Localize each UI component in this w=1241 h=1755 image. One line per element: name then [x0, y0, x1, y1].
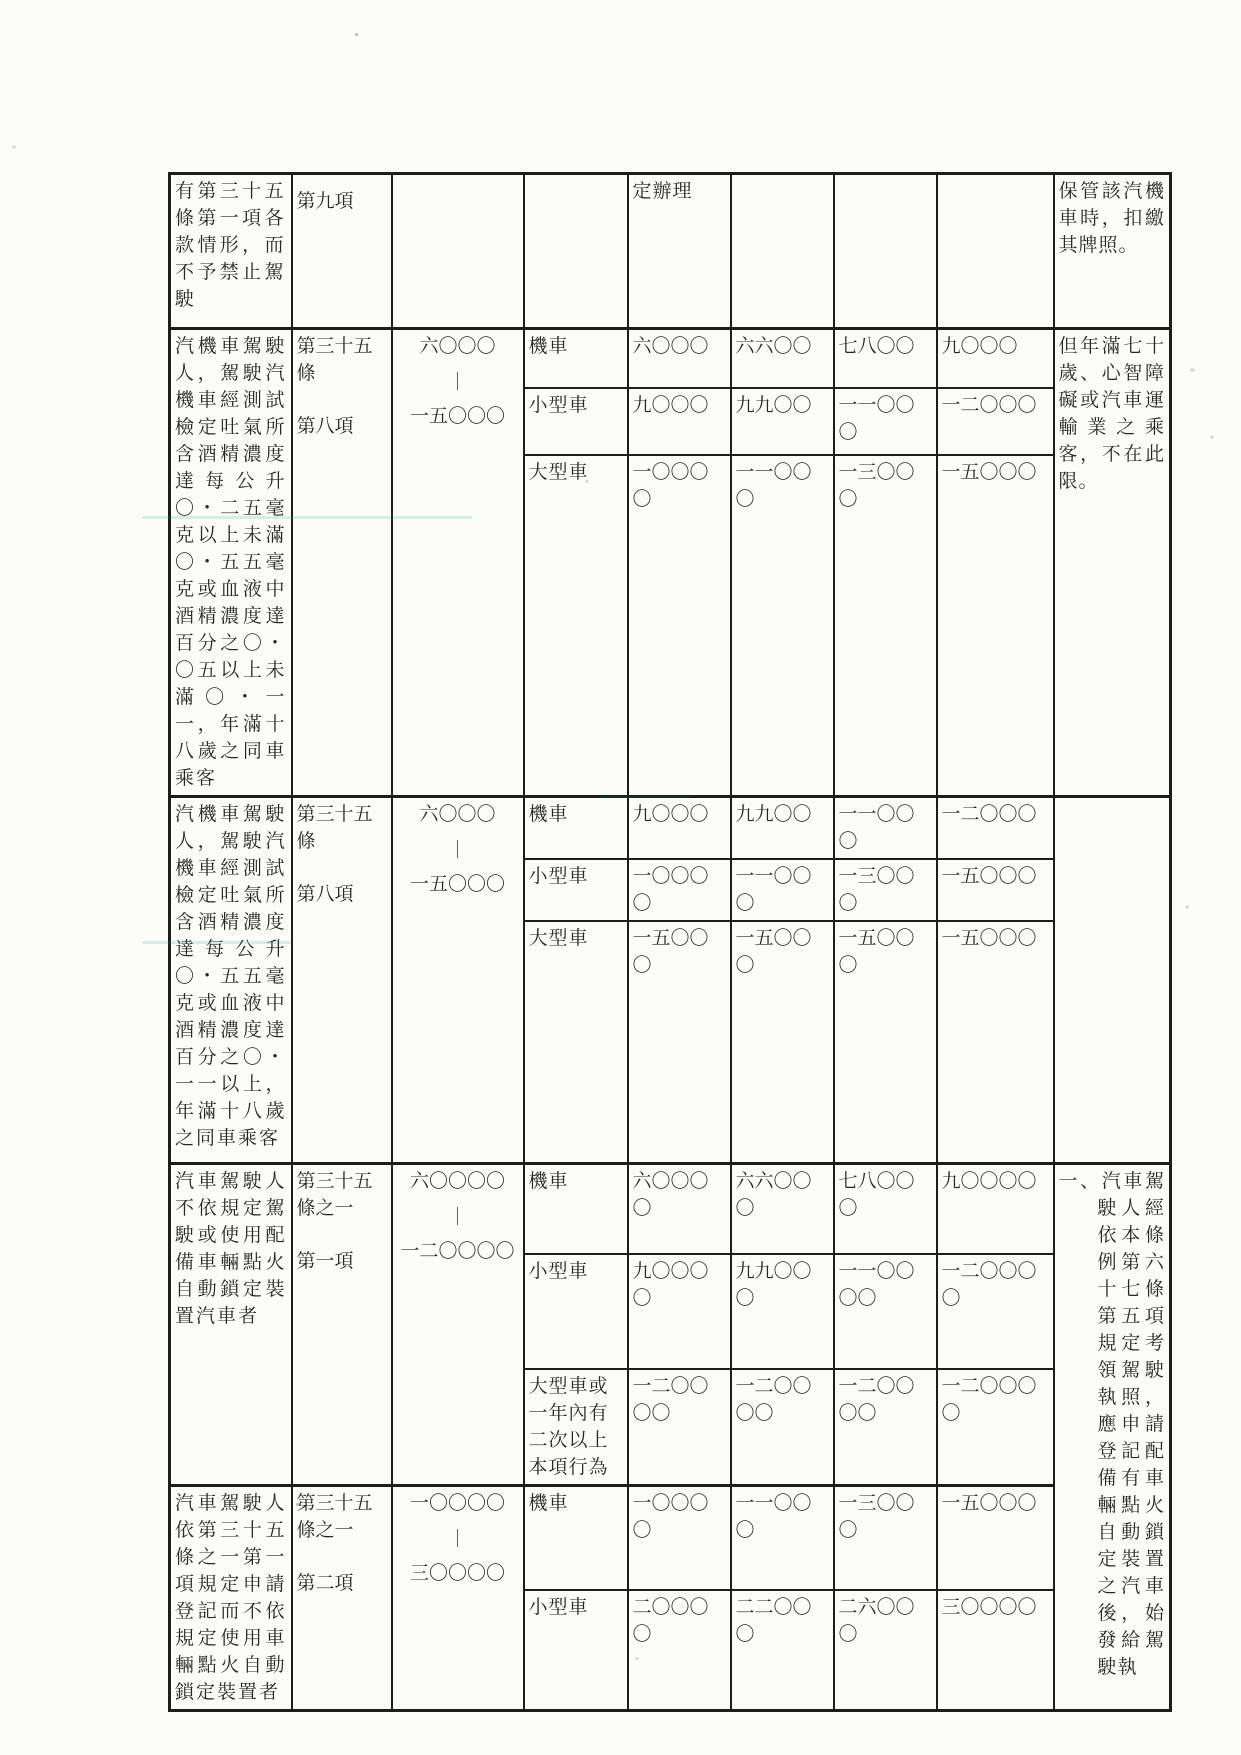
fine-range-cell: [392, 1486, 524, 1711]
fine-amount-cell: 一一〇〇〇〇: [834, 1254, 937, 1369]
fine-amount-cell: 一二〇〇〇: [937, 388, 1054, 454]
fine-range-high: 一五〇〇〇: [409, 874, 505, 895]
vehicle-type-cell: 大型車: [524, 921, 628, 1163]
fine-range-cell: [392, 329, 524, 797]
description-cell: 汽車駕駛人不依規定駕駛或使用配備車輛點火自動鎖定裝置汽車者: [170, 1163, 292, 1486]
vehicle-type-cell: 大型車或一年內有二次以上本項行為: [524, 1369, 628, 1486]
fine-table: [168, 172, 1172, 1712]
fine-amount-cell: 一五〇〇〇: [937, 1486, 1054, 1591]
fine-range-high: 一二〇〇〇〇: [400, 1240, 515, 1262]
fine-amount-cell: 九〇〇〇: [628, 388, 731, 454]
fine-amount-cell: 九九〇〇〇: [731, 1254, 834, 1369]
fine-amount-cell: 一五〇〇〇: [937, 859, 1054, 921]
empty-cell: [834, 174, 937, 329]
article-item: 第二項: [296, 1573, 354, 1594]
article-cell: [292, 797, 392, 1164]
fine-range-cell: [392, 797, 524, 1164]
fine-amount-cell: 一一〇〇〇: [834, 388, 937, 454]
fine-amount-cell: 九〇〇〇〇: [628, 1254, 731, 1369]
fine-amount-cell: 一一〇〇〇: [731, 455, 834, 797]
description-cell: 汽機車駕駛人，駕駛汽機車經測試檢定吐氣所含酒精濃度達每公升〇・二五毫克以上未滿〇・五五毫克或血液中酒精濃度達百分之〇・〇五以上未滿〇・一一，年滿十八歲之同車乘客: [170, 329, 292, 797]
remark-numbered-note: 一、汽車駕駛人經依本條例第六十七條第五項規定考領駕駛執照，應申請登記配備有車輛點火自動鎖定裝置之汽車後，始發給駕駛執: [1058, 1170, 1165, 1678]
fine-range-low: 六〇〇〇: [419, 804, 496, 825]
empty-cell: [937, 174, 1054, 329]
article-item: 第八項: [296, 884, 354, 905]
fine-amount-cell: 九九〇〇: [731, 797, 834, 860]
article-law: 第三十五條: [296, 336, 373, 384]
remark-cell: [1054, 797, 1171, 1164]
fine-range-separator: ｜: [448, 372, 467, 392]
vehicle-type-cell: 機車: [524, 1486, 628, 1591]
article-cell: [292, 1163, 392, 1486]
fine-amount-cell: 三〇〇〇〇: [937, 1590, 1054, 1710]
fine-amount-cell: 一二〇〇〇〇: [937, 1369, 1054, 1486]
description-cell: 汽車駕駛人依第三十五條之一第一項規定申請登記而不依規定使用車輛點火自動鎖定裝置者: [170, 1486, 292, 1711]
fine-amount-cell: 六〇〇〇〇: [628, 1163, 731, 1254]
fine-amount-cell: 一二〇〇〇〇: [731, 1369, 834, 1486]
vehicle-type-cell: 機車: [524, 329, 628, 389]
fine-amount-cell: 九〇〇〇〇: [937, 1163, 1054, 1254]
fine-amount-cell: 九〇〇〇: [628, 797, 731, 860]
article-law: 第三十五條: [296, 804, 373, 852]
vehicle-type-cell: 小型車: [524, 388, 628, 454]
fine-amount-cell: 一五〇〇〇: [937, 455, 1054, 797]
remark-cell: 但年滿七十歲、心智障礙或汽車運輸業之乘客，不在此限。: [1054, 329, 1171, 797]
fine-amount-cell: 一〇〇〇〇: [628, 859, 731, 921]
fine-range-low: 六〇〇〇〇: [409, 1170, 505, 1192]
empty-cell: [524, 174, 628, 329]
fine-amount-cell: 一五〇〇〇: [834, 921, 937, 1163]
fine-amount-cell: 一三〇〇〇: [834, 455, 937, 797]
vehicle-type-cell: 大型車: [524, 455, 628, 797]
fine-amount-cell: 一二〇〇〇: [937, 797, 1054, 860]
fine-amount-cell: 一〇〇〇〇: [628, 1486, 731, 1591]
fine-range-high: 一五〇〇〇: [409, 406, 505, 427]
fine-amount-cell: 一一〇〇〇: [731, 1486, 834, 1591]
article-law: 第三十五條之一: [296, 1170, 373, 1219]
fine-amount-cell: 六六〇〇〇: [731, 1163, 834, 1254]
scan-artifact: [355, 33, 358, 36]
fine-range-cell: [392, 1163, 524, 1486]
fine-amount-cell: 二六〇〇〇: [834, 1590, 937, 1710]
article-item: 第八項: [296, 416, 354, 437]
vehicle-type-cell: 機車: [524, 797, 628, 860]
scan-artifact: [1210, 435, 1214, 439]
remark-cell: [1054, 1163, 1171, 1711]
vehicle-type-cell: 小型車: [524, 1254, 628, 1369]
fine-amount-cell: 一一〇〇〇: [834, 797, 937, 860]
scan-artifact: [1190, 368, 1195, 372]
fine-amount-cell: 一五〇〇〇: [731, 921, 834, 1163]
description-cell: 汽機車駕駛人，駕駛汽機車經測試檢定吐氣所含酒精濃度達每公升〇・五五毫克或血液中酒精濃度達百分之〇・一一以上，年滿十八歲之同車乘客: [170, 797, 292, 1164]
fine-range-separator: ｜: [448, 1206, 467, 1227]
vehicle-type-cell: 機車: [524, 1163, 628, 1254]
fine-range-high: 三〇〇〇〇: [409, 1563, 505, 1584]
article-cell: [292, 329, 392, 797]
fine-amount-cell: 一一〇〇〇: [731, 859, 834, 921]
article-item: 第一項: [296, 1250, 354, 1272]
description-cell: 有第三十五條第一項各款情形，而不予禁止駕駛: [170, 174, 292, 329]
fine-amount-cell: 九九〇〇: [731, 388, 834, 454]
fine-amount-cell: 一二〇〇〇〇: [937, 1254, 1054, 1369]
fine-range-separator: ｜: [448, 840, 467, 860]
empty-cell: [392, 174, 524, 329]
fine-amount-cell: 一三〇〇〇: [834, 1486, 937, 1591]
fine-amount-cell: 一二〇〇〇〇: [834, 1369, 937, 1486]
empty-cell: [731, 174, 834, 329]
fine-amount-cell: 二二〇〇〇: [731, 1590, 834, 1710]
fine-range-separator: ｜: [448, 1529, 467, 1549]
article-cell: [292, 1486, 392, 1711]
article-cell: [292, 174, 392, 329]
article-item: 第九項: [296, 191, 354, 212]
fine-amount-cell: 一三〇〇〇: [834, 859, 937, 921]
fine-amount-cell: 七八〇〇〇: [834, 1163, 937, 1254]
remark-cell: 保管該汽機車時，扣繳其牌照。: [1054, 174, 1171, 329]
fine-amount-cell: 一二〇〇〇〇: [628, 1369, 731, 1486]
article-law: 第三十五條之一: [296, 1493, 373, 1541]
vehicle-type-cell: 小型車: [524, 1590, 628, 1710]
fine-range-low: 六〇〇〇: [419, 336, 496, 357]
scan-artifact: [12, 145, 16, 149]
fine-amount-cell: 七八〇〇: [834, 329, 937, 389]
fine-amount-cell: 一五〇〇〇: [628, 921, 731, 1163]
fine-amount-cell: 一五〇〇〇: [937, 921, 1054, 1163]
fine-amount-cell: 六六〇〇: [731, 329, 834, 389]
vehicle-type-cell: 小型車: [524, 859, 628, 921]
fine-range-low: 一〇〇〇〇: [409, 1493, 505, 1514]
fine-amount-cell: 二〇〇〇〇: [628, 1590, 731, 1710]
fine-amount-cell: 六〇〇〇: [628, 329, 731, 389]
fine-amount-cell: 一〇〇〇〇: [628, 455, 731, 797]
scan-artifact: [1185, 905, 1189, 909]
fine-amount-cell: 九〇〇〇: [937, 329, 1054, 389]
continuation-text-cell: 定辦理: [628, 174, 731, 329]
